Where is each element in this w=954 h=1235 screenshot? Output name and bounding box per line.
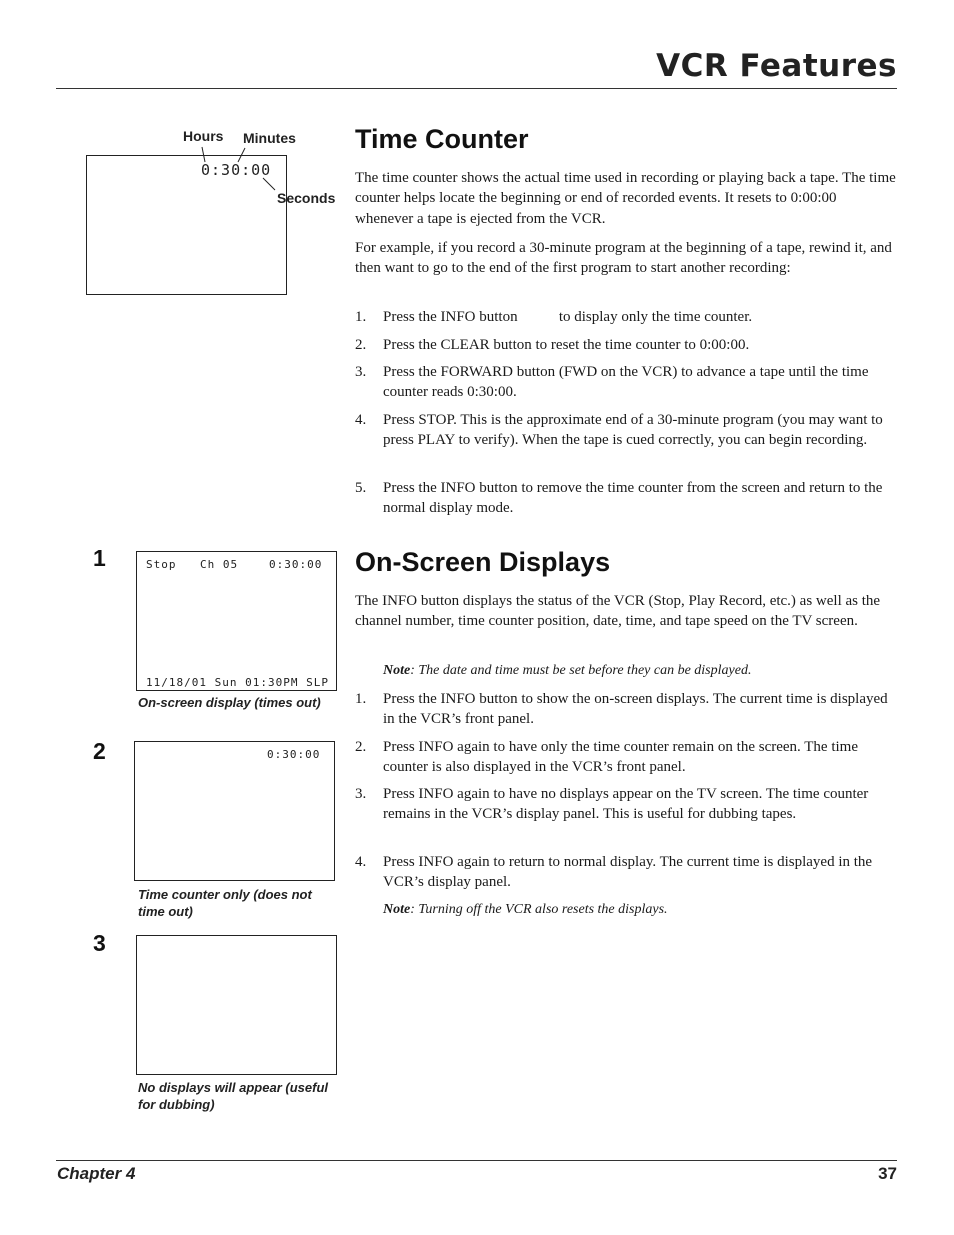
note-text: : The date and time must be set before they can be displayed. — [410, 663, 752, 678]
step-text: Press the CLEAR button to reset the time counter to 0:00:00. — [383, 337, 750, 353]
on-screen-step — [355, 737, 898, 778]
footer-chapter: Chapter 4 — [57, 1164, 136, 1183]
step-number: 4. — [355, 412, 367, 428]
step-number: 1. — [355, 309, 367, 325]
section-heading-on-screen-displays: On-Screen Displays — [355, 547, 611, 577]
leader-line-minutes — [238, 148, 245, 162]
osd-screen-3 — [136, 935, 337, 1075]
on-screen-note-1 — [383, 661, 751, 681]
time-counter-step — [355, 307, 898, 327]
on-screen-note-2 — [383, 900, 668, 920]
step-text: Press STOP. This is the approximate end of a 30-minute program (you may want to press PLAY to verify). When the tape is cued correctly, you can begin recording. — [383, 412, 883, 449]
footer-rule — [56, 1160, 897, 1161]
step-number: 2. — [355, 337, 367, 353]
on-screen-paragraph-1 — [355, 591, 898, 632]
step-number: 1. — [355, 691, 367, 707]
step-text: Press INFO again to have no displays appear on the TV screen. The time counter remains in the VCR’s display panel. This is useful for dubbing tapes. — [383, 786, 869, 823]
screen-number-3: 3 — [93, 930, 106, 956]
step-number: 2. — [355, 739, 367, 755]
note-label: Note — [383, 902, 411, 917]
screen-caption-2: Time counter only (does not time out) — [138, 887, 312, 919]
osd-channel: Ch 05 — [200, 558, 239, 571]
time-counter-step — [355, 410, 898, 451]
time-counter-para2-text: For example, if you record a 30-minute program at the beginning of a tape, rewind it, and then want to go to the end of the first program to start another recording: — [355, 240, 892, 277]
step-number: 3. — [355, 786, 367, 802]
time-counter-step — [355, 335, 898, 355]
step-text: Press the INFO button to show the on-screen displays. The current time is displayed in the VCR’s front panel. — [383, 691, 888, 728]
screen-caption-1: On-screen display (times out) — [138, 695, 321, 710]
footer-page-number: 37 — [878, 1164, 897, 1183]
diagram-leader-lines — [0, 0, 400, 320]
on-screen-para1-text: The INFO button displays the status of the VCR (Stop, Play Record, etc.) as well as the channel number, time counter position, date, time, and tape speed on the TV screen. — [355, 593, 881, 630]
osd-screen-1 — [136, 551, 337, 691]
diagram-counter: 0:30:00 — [201, 161, 272, 179]
time-counter-para1-text: The time counter shows the actual time used in recording or playing back a tape. The time counter helps locate the beginning or end of recorded events. It resets to 0:00:00 whenever a tape is ejected from the VCR. — [355, 170, 896, 227]
step-text: Press INFO again to return to normal display. The current time is displayed in the VCR’s display panel. — [383, 854, 873, 891]
leader-line-hours — [202, 147, 205, 162]
note-label: Note — [383, 663, 411, 678]
osd-status: Stop — [146, 558, 177, 571]
time-counter-step — [355, 478, 898, 519]
step-text: Press INFO again to have only the time counter remain on the screen. The time counter is also displayed in the VCR’s front panel. — [383, 739, 859, 776]
screen-number-1: 1 — [93, 545, 106, 571]
step-text: Press the FORWARD button (FWD on the VCR) to advance a tape until the time counter reads 0:30:00. — [383, 364, 869, 401]
screen-caption-3: No displays will appear (useful for dubbing) — [138, 1080, 328, 1112]
step-number: 5. — [355, 480, 367, 496]
osd-date-time-speed: 11/18/01 Sun 01:30PM SLP — [146, 676, 329, 689]
time-counter-step — [355, 362, 898, 403]
step-text: Press the INFO button to remove the time counter from the screen and return to the normal display mode. — [383, 480, 883, 517]
time-counter-paragraph-2 — [355, 238, 898, 279]
osd-counter: 0:30:00 — [267, 748, 321, 761]
step-number: 3. — [355, 364, 367, 380]
note-text: : Turning off the VCR also resets the displays. — [410, 902, 668, 917]
osd-counter: 0:30:00 — [269, 558, 323, 571]
time-counter-paragraph-1 — [355, 168, 898, 229]
leader-line-seconds — [263, 178, 275, 190]
on-screen-step — [355, 689, 898, 730]
on-screen-step — [355, 852, 898, 893]
section-heading-time-counter: Time Counter — [355, 124, 529, 154]
diagram-label-seconds: Seconds — [277, 190, 336, 206]
screen-number-2: 2 — [93, 738, 106, 764]
page-header-title: VCR Features — [656, 48, 897, 84]
diagram-label-minutes: Minutes — [243, 130, 296, 146]
step-text: Press the INFO button to display only the time counter. — [383, 309, 753, 325]
step-number: 4. — [355, 854, 367, 870]
osd-screen-2 — [134, 741, 335, 881]
on-screen-step — [355, 784, 898, 825]
diagram-label-hours: Hours — [183, 128, 224, 144]
